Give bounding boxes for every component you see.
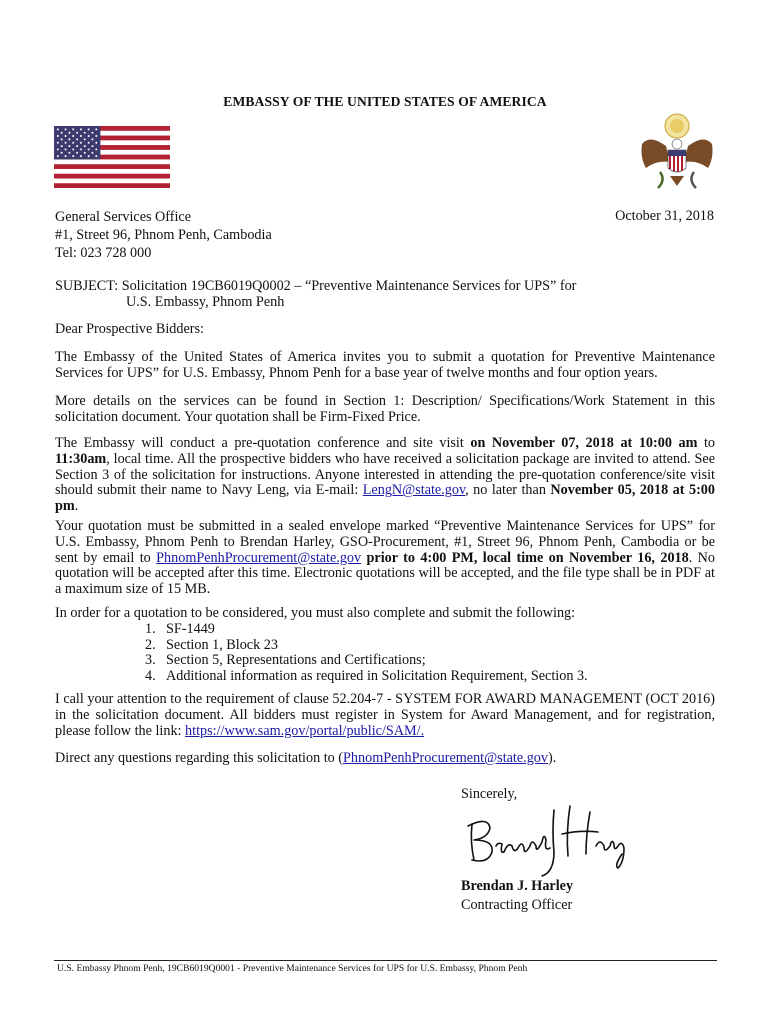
submission-email-link[interactable]: PhnomPenhProcurement@state.gov [156,549,362,566]
letter-date: October 31, 2018 [615,208,714,224]
list-item: 3. Section 5, Representations and Certifications; [145,652,426,669]
page-title: EMBASSY OF THE UNITED STATES OF AMERICA [223,94,547,109]
conference-text-1: The Embassy will conduct a pre-quotation conference and site visit [55,435,471,451]
questions-email-link[interactable]: PhnomPenhProcurement@state.gov [343,750,548,766]
signature-image [458,802,634,880]
closing-sincerely: Sincerely, [461,786,518,802]
list-item: 1. SF-1449 [145,620,215,637]
conference-text-5: . [74,498,79,515]
requirements-intro: In order for a quotation to be considered, you must also complete and submit the following: [55,605,576,621]
office-phone: Tel: 023 728 000 [55,245,152,261]
submission-deadline: prior to 4:00 PM, local time on November 16, 2018 [361,549,689,566]
conference-deadline: November 05, 2018 at 5:00 pm [55,482,715,515]
conference-text-4: , no later than [465,482,551,499]
sender-block [55,208,272,262]
list-item: 4. Additional information as required in Solicitation Requirement, Section 3. [145,668,588,685]
footer-divider [54,960,717,961]
salutation: Dear Prospective Bidders: [55,321,204,337]
questions-text-1: Direct any questions regarding this solicitation to ( [55,750,344,766]
sam-link[interactable]: https://www.sam.gov/portal/public/SAM/. [185,722,425,739]
conference-text-3: , local time. All the prospective bidders who have received a solicitation package are invited to attend. See Section 3 of the solicitation for instructions. Anyone interested in attending the pre-quotation conference/site visit should submit their name to Navy Leng, via E-mail: [55,450,715,499]
paragraph-questions [55,751,715,767]
paragraph-requirements [55,606,715,685]
office-address: #1, Street 96, Phnom Penh, Cambodia [55,227,272,243]
paragraph-submission [55,519,715,598]
subject-line-2: U.S. Embassy, Phnom Penh [126,293,285,310]
submission-text-2: . No quotation will be accepted after this time. Electronic quotations will be accepted, and the file type shall be in PDF at a maximum size of 15 MB. [55,549,716,598]
paragraph-invitation: The Embassy of the United States of America invites you to submit a quotation for Preventive Maintenance Services for UPS” for U.S. Embassy, Phnom Penh for a base year of twelve months and four option years. [55,349,715,381]
paragraph-details: More details on the services can be found in Section 1: Description/ Specifications/Work Statement in this solicitation document. Your quotation shall be Firm-Fixed Price. [55,393,715,425]
subject-block [55,279,576,311]
page-footer: U.S. Embassy Phnom Penh, 19CB6019Q0001 - Preventive Maintenance Services for UPS for U.S. Embassy, Phnom Penh [57,963,528,974]
us-flag-icon [54,126,170,188]
great-seal-icon [636,110,718,196]
requirements-list [55,622,715,685]
signer-title: Contracting Officer [461,897,573,913]
signer-name: Brendan J. Harley [461,878,574,894]
paragraph-sam [55,692,715,739]
submission-text-1: Your quotation must be submitted in a sealed envelope marked “Preventive Maintenance Services for UPS” for U.S. Embassy, Phnom Penh to Brendan Harley, GSO-Procurement, #1, Street 96, Phnom Penh, Cambodia or be sent by email to [55,518,715,566]
sam-text: I call your attention to the requirement of clause 52.204-7 - SYSTEM FOR AWARD MANAGEMENT (OCT 2016) in the solicitation document. All bidders must register in System for Award Management, and for registration, please follow the link: [55,691,715,739]
conference-text-2: to [697,435,715,451]
office-name: General Services Office [55,209,192,225]
conference-date: on November 07, 2018 at 10:00 am [470,435,698,451]
subject-line-1: SUBJECT: Solicitation 19CB6019Q0002 – “Preventive Maintenance Services for UPS” for [55,278,577,294]
conference-end-time: 11:30am [55,450,107,467]
list-item: 2. Section 1, Block 23 [145,636,278,653]
questions-text-2: ). [548,750,557,766]
paragraph-conference [55,436,715,515]
conference-email-link[interactable]: LengN@state.gov [362,482,466,499]
